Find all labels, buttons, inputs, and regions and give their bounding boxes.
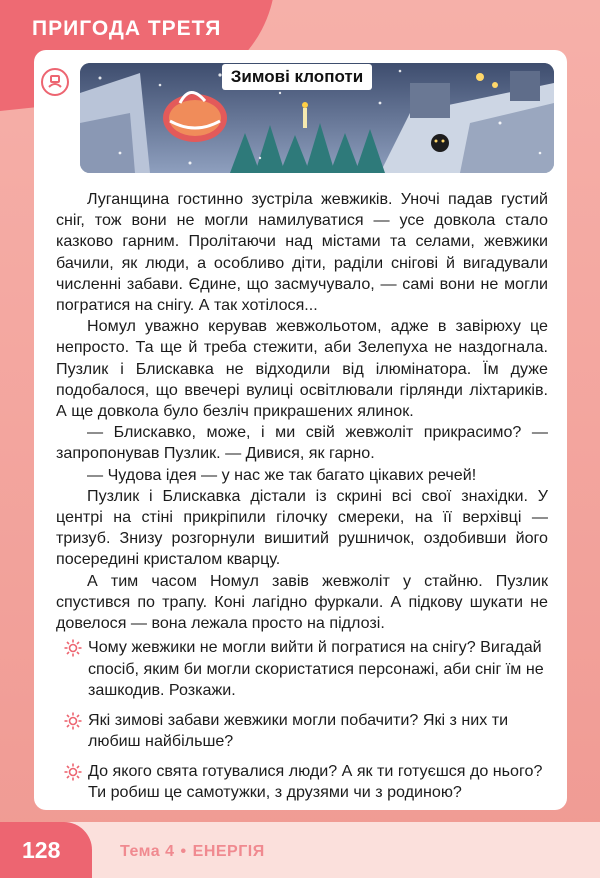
- chapter-header: [0, 0, 600, 55]
- question-item: [64, 710, 550, 753]
- topic-separator: •: [180, 843, 187, 860]
- story-title: Зимові клопоти: [222, 64, 372, 90]
- sun-bullet-icon: [64, 712, 82, 730]
- paragraph: — Блискавко, може, і ми свій жевжоліт прикрасимо? — запропонував Пузлик. — Дивися, як гарно.: [56, 423, 548, 463]
- topic-name: ЕНЕРГІЯ: [192, 843, 265, 860]
- topic-number: Тема 4: [120, 843, 175, 860]
- paragraph: — Чудова ідея — у нас же так багато цікавих речей!: [87, 465, 477, 484]
- question-list: [64, 637, 550, 804]
- story-text: [56, 189, 548, 634]
- page-number: 128: [22, 837, 61, 863]
- paragraph: Номул уважно керував жевжольотом, адже в завірюху це непросто. Та ще й треба стежити, аби Зелепуха не наздогнала. Пузлик і Блискавка не відходили від ілюмінатора. Їм дуже подобалося, що ввечері вулиці освітлювали гірлянди ліхтариків. А ще довкола було безліч прикрашених ялинок.: [56, 317, 548, 421]
- topic-label: [120, 843, 265, 861]
- sun-bullet-icon: [64, 639, 82, 657]
- paragraph: Луганщина гостинно зустріла жевжиків. Уночі падав густий сніг, тож вони не могли намилуватися — усе довкола стало казково гарним. Пролітаючи над містами та селами, жевжики бачили, як люди, а особливо діти, раділи снігові й вигадували численні забави. Єдине, що засмучувало, — самі вони не могли погратися на снігу. А так хотілося...: [56, 190, 548, 315]
- question-text: Чому жевжики не могли вийти й погратися на снігу? Вигадай спосіб, яким би могли скористатися персонажі, аби сніг їм не зашкодив. Розкажи.: [88, 638, 544, 699]
- question-text: До якого свята готувалися люди? А як ти готуєшся до нього? Ти робиш це самотужки, з друзями чи з родиною?: [88, 761, 543, 801]
- question-item: [64, 761, 550, 804]
- chapter-title: ПРИГОДА ТРЕТЯ: [32, 17, 222, 40]
- question-item: [64, 637, 550, 702]
- question-text: Які зимові забави жевжики могли побачити? Які з них ти любиш найбільше?: [88, 710, 509, 750]
- paragraph: А тим часом Номул завів жевжоліт у стайню. Пузлик спустився по трапу. Коні лагідно фуркали. А підкову шукати не довелося — вона лежала просто на підлозі.: [56, 571, 548, 633]
- reading-emblem-icon: [40, 67, 70, 97]
- sun-bullet-icon: [64, 763, 82, 781]
- paragraph: Пузлик і Блискавка дістали із скрині всі свої знахідки. У центрі на стіні прикріпили гілочку смереки, на її верхівці — тризуб. Знизу розгорнули вишитий рушничок, оздобивши його посередині кристалом кварцу.: [56, 486, 548, 569]
